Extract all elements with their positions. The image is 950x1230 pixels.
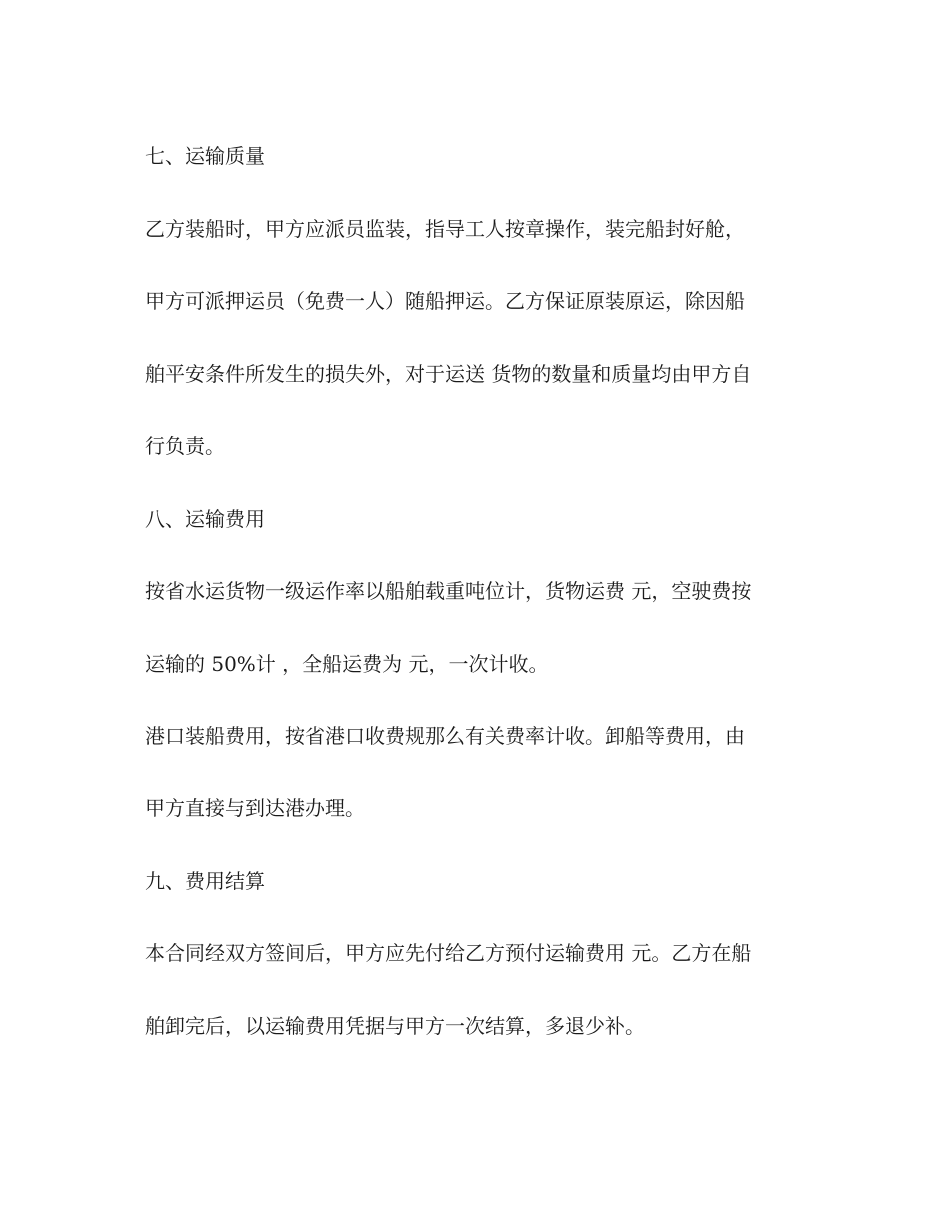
section-8-para-2-line-2: 甲方直接与到达港办理。 [145, 796, 365, 820]
section-7-line-4: 行负责。 [145, 434, 225, 458]
section-8-heading: 八、运输费用 [145, 507, 265, 531]
section-9-heading: 九、费用结算 [145, 869, 265, 893]
section-7-heading: 七、运输质量 [145, 144, 265, 168]
section-9-line-1: 本合同经双方签间后，甲方应先付给乙方预付运输费用 元。乙方在船 [145, 941, 752, 965]
section-7-line-1: 乙方装船时，甲方应派员监装，指导工人按章操作，装完船封好舱， [145, 217, 745, 241]
section-8-para-2-line-1: 港口装船费用，按省港口收费规那么有关费率计收。卸船等费用，由 [145, 724, 745, 748]
section-9-line-2: 舶卸完后，以运输费用凭据与甲方一次结算，多退少补。 [145, 1014, 645, 1038]
section-7-line-3: 舶平安条件所发生的损失外，对于运送 货物的数量和质量均由甲方自 [145, 362, 752, 386]
section-7-line-2: 甲方可派押运员（免费一人）随船押运。乙方保证原装原运，除因船 [145, 289, 745, 313]
section-8-para-1-line-1: 按省水运货物一级运作率以船舶载重吨位计，货物运费 元，空驶费按 [145, 579, 752, 603]
section-8-para-1-line-2: 运输的 50%计 ，全船运费为 元，一次计收。 [145, 652, 549, 676]
